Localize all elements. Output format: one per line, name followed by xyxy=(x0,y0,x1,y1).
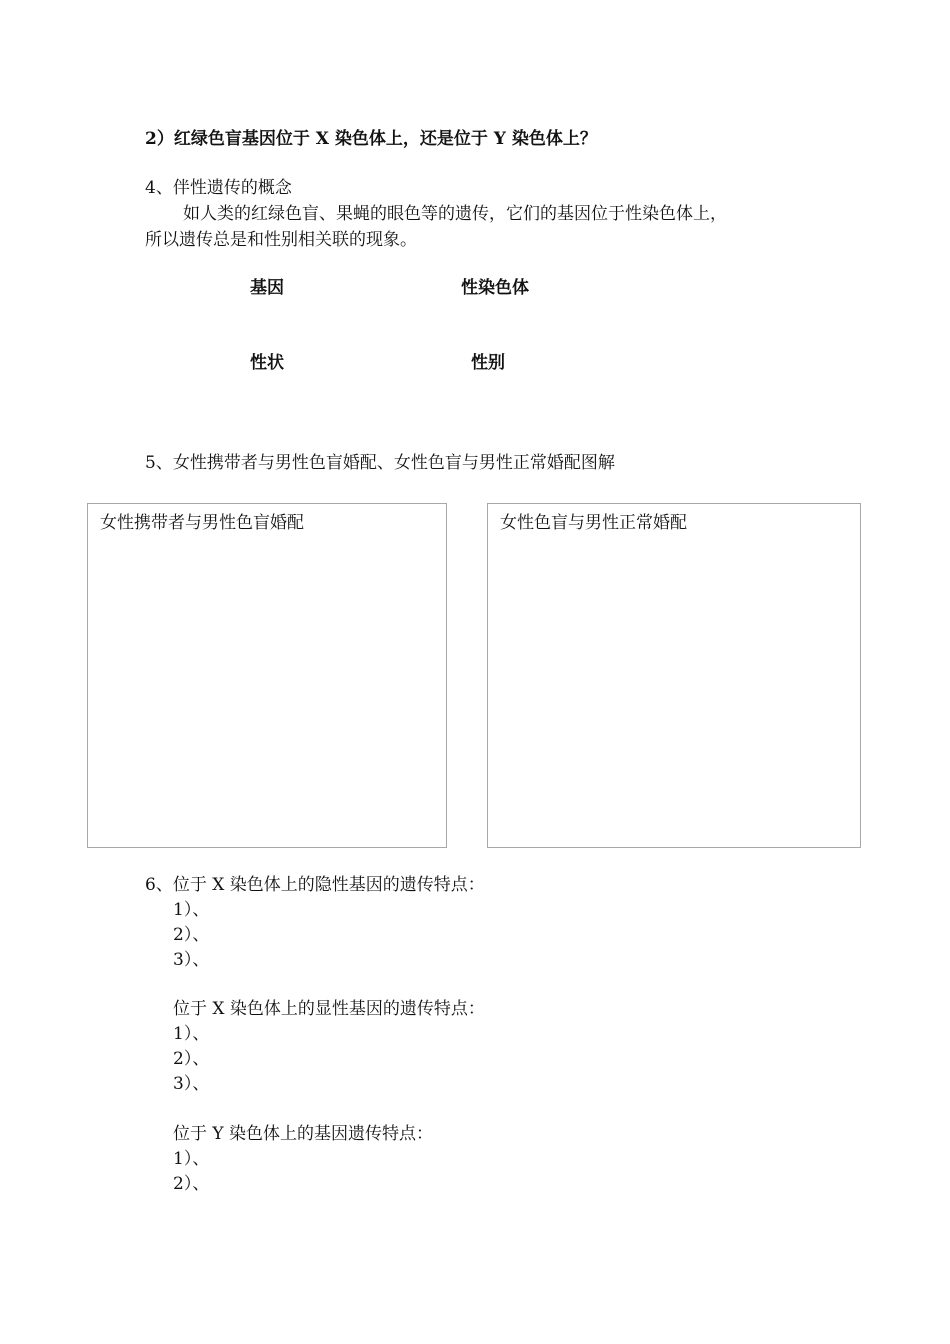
y-linked-title: 位于 Y 染色体上的基因遗传特点： xyxy=(173,1124,434,1144)
x-recessive-item-3: 3）、 xyxy=(173,950,210,970)
concept-sex-label: 性别 xyxy=(471,353,505,373)
diagram-box-colorblind-female-normal-male xyxy=(487,503,861,848)
concept-trait-label: 性状 xyxy=(250,353,284,373)
y-linked-item-2: 2）、 xyxy=(173,1174,210,1194)
concept-sex-chromosome-label: 性染色体 xyxy=(461,278,529,298)
diagram-box-right-title: 女性色盲与男性正常婚配 xyxy=(500,513,687,533)
x-dominant-title: 位于 X 染色体上的显性基因的遗传特点： xyxy=(173,999,485,1019)
x-recessive-item-1: 1）、 xyxy=(173,900,210,920)
diagram-box-left-title: 女性携带者与男性色盲婚配 xyxy=(100,513,304,533)
x-dominant-item-3: 3）、 xyxy=(173,1074,210,1094)
y-linked-item-1: 1）、 xyxy=(173,1149,210,1169)
diagram-box-carrier-female-colorblind-male xyxy=(87,503,447,848)
section-4-text-line-1: 如人类的红绿色盲、果蝇的眼色等的遗传，它们的基因位于性染色体上， xyxy=(183,204,727,224)
question-2-heading: 2）红绿色盲基因位于 X 染色体上，还是位于 Y 染色体上？ xyxy=(145,129,597,149)
x-dominant-item-1: 1）、 xyxy=(173,1024,210,1044)
section-6-title: 6、位于 X 染色体上的隐性基因的遗传特点： xyxy=(145,875,485,895)
section-4-text-line-2: 所以遗传总是和性别相关联的现象。 xyxy=(145,230,417,250)
concept-gene-label: 基因 xyxy=(250,278,284,298)
x-dominant-item-2: 2）、 xyxy=(173,1049,210,1069)
section-5-title: 5、女性携带者与男性色盲婚配、女性色盲与男性正常婚配图解 xyxy=(145,453,615,473)
x-recessive-item-2: 2）、 xyxy=(173,925,210,945)
section-4-title: 4、伴性遗传的概念 xyxy=(145,178,292,198)
